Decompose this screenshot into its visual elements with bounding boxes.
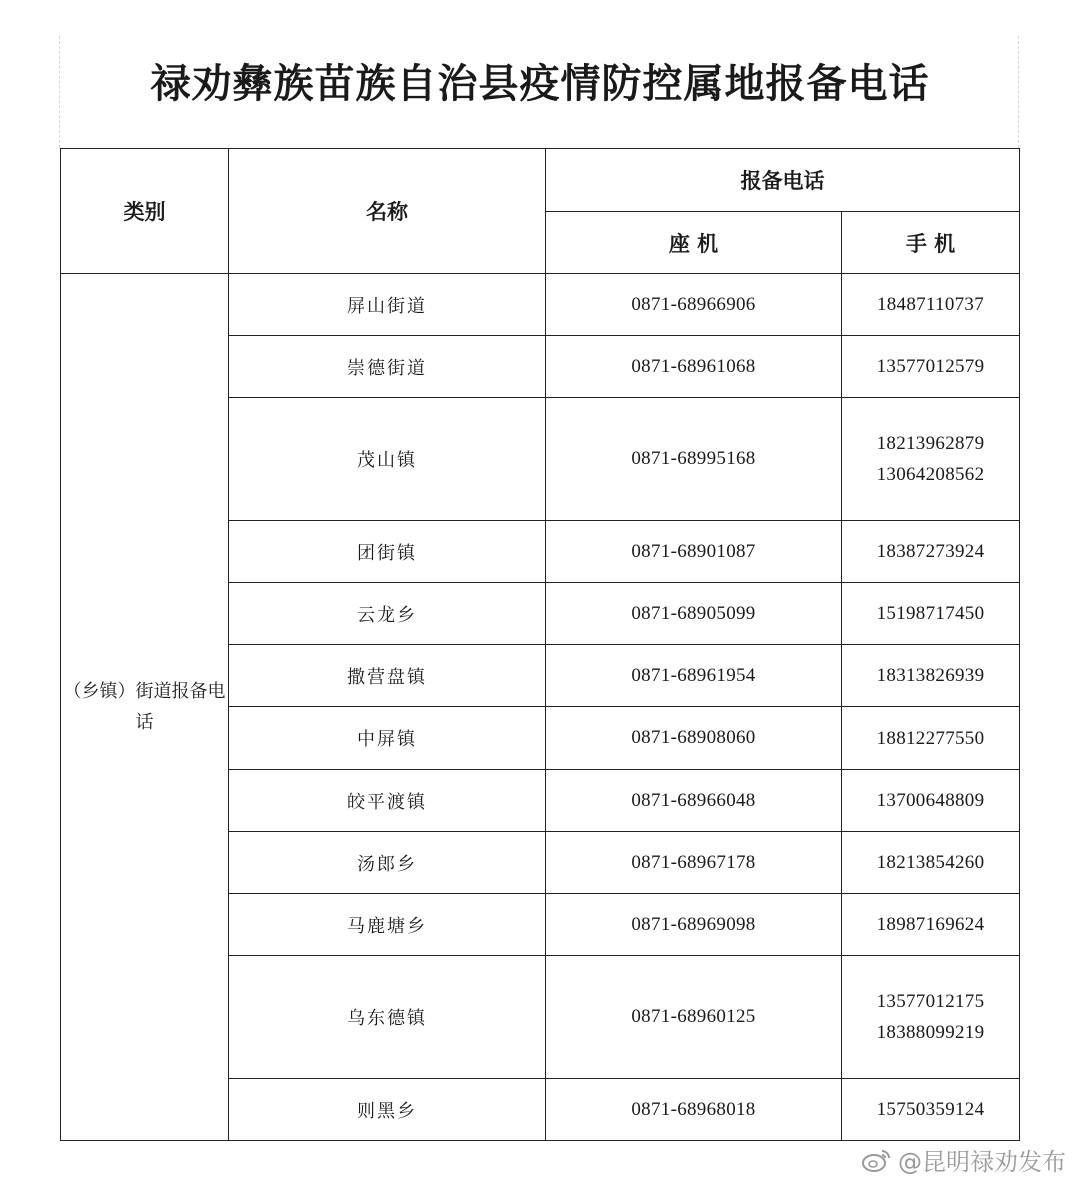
mobile-number: 13577012175 [876,991,985,1012]
mobile-cell [842,1079,1020,1141]
mobile-number: 13700648809 [876,790,985,811]
mobile-number: 18388099219 [876,1022,985,1043]
landline-cell: 0871-68905099 [546,583,842,645]
watermark-text: @昆明禄劝发布 [898,1148,1066,1176]
category-cell: （乡镇）街道报备电话 [61,274,229,1141]
mobile-cell [842,645,1020,707]
page-title: 禄劝彝族苗族自治县疫情防控属地报备电话 [150,60,930,107]
mobile-number: 18812277550 [876,727,985,749]
name-cell: 中屏镇 [229,707,546,770]
mobile-cell [842,274,1020,336]
mobile-cell [842,398,1020,521]
name-cell: 团街镇 [229,521,546,583]
landline-cell: 0871-68901087 [546,521,842,583]
landline-cell: 0871-68968018 [546,1079,842,1141]
mobile-cell [842,521,1020,583]
name-cell: 乌东德镇 [229,956,546,1079]
name-cell: 皎平渡镇 [229,770,546,832]
mobile-number: 18313826939 [876,665,985,686]
weibo-icon [862,1147,892,1173]
table-row [61,274,1020,336]
mobile-cell [842,707,1020,770]
landline-cell: 0871-68960125 [546,956,842,1079]
mobile-number: 18487110737 [876,294,985,315]
landline-cell: 0871-68908060 [546,707,842,770]
mobile-cell [842,583,1020,645]
mobile-number: 18213962879 [876,433,985,454]
mobile-number: 18987169624 [876,914,985,935]
mobile-number: 13577012579 [876,356,985,377]
mobile-cell [842,770,1020,832]
mobile-number: 13064208562 [876,464,985,485]
mobile-number: 18213854260 [876,852,985,873]
landline-cell: 0871-68995168 [546,398,842,521]
landline-cell: 0871-68961068 [546,336,842,398]
mobile-cell [842,956,1020,1079]
name-cell: 汤郎乡 [229,832,546,894]
header-mobile: 手 机 [842,212,1020,274]
mobile-cell [842,832,1020,894]
mobile-cell [842,336,1020,398]
name-cell: 云龙乡 [229,583,546,645]
header-category: 类别 [61,149,229,274]
header-phone-group: 报备电话 [546,149,1020,212]
header-landline: 座 机 [546,212,842,274]
table-body [61,274,1020,1141]
name-cell: 马鹿塘乡 [229,894,546,956]
watermark [862,1142,1066,1177]
mobile-cell [842,894,1020,956]
mobile-number: 15198717450 [876,603,985,624]
header-name: 名称 [229,149,546,274]
phone-table [60,148,1020,1141]
mobile-number: 18387273924 [876,541,985,562]
name-cell: 茂山镇 [229,398,546,521]
landline-cell: 0871-68966906 [546,274,842,336]
mobile-number: 15750359124 [876,1099,985,1120]
name-cell: 崇德街道 [229,336,546,398]
landline-cell: 0871-68969098 [546,894,842,956]
name-cell: 屏山街道 [229,274,546,336]
landline-cell: 0871-68961954 [546,645,842,707]
name-cell: 撒营盘镇 [229,645,546,707]
landline-cell: 0871-68966048 [546,770,842,832]
name-cell: 则黑乡 [229,1079,546,1141]
landline-cell: 0871-68967178 [546,832,842,894]
